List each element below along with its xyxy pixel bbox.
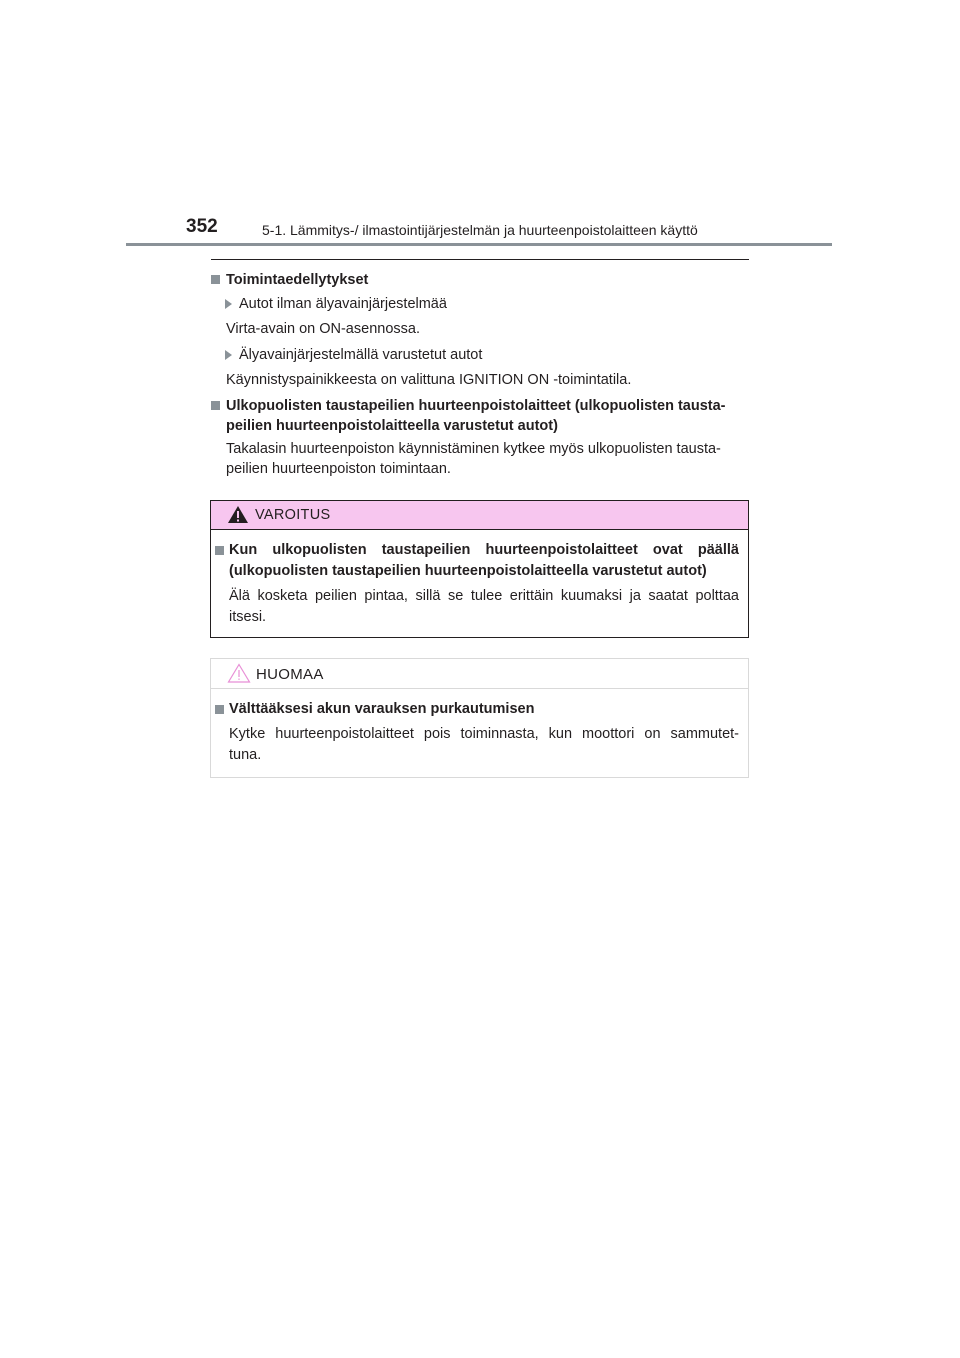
chapter-title: 5-1. Lämmitys-/ ilmastointijärjestelmän ja huurteenpoistolaitteen käyttö bbox=[262, 222, 698, 238]
warning-body bbox=[211, 530, 748, 628]
warning-box bbox=[210, 500, 749, 638]
paragraph: Käynnistyspainikkeesta on valittuna IGNITION ON -toimintatila. bbox=[226, 372, 632, 388]
notice-box bbox=[210, 658, 749, 778]
warning-header bbox=[211, 501, 748, 530]
section-heading-conditions: Toimintaedellytykset bbox=[211, 270, 749, 290]
notice-heading: Välttääksesi akun varauksen purkautumisen bbox=[215, 699, 739, 720]
section-heading-mirror-defoggers: Ulkopuolisten taustapeilien huurteenpoistolaitteet (ulkopuolisten tausta- peilien huurteenpoistolaitteella varustetut autot) bbox=[211, 396, 749, 436]
warning-title: VAROITUS bbox=[255, 507, 331, 523]
sub-item-without-smart-key: Autot ilman älyavainjärjestelmää bbox=[211, 294, 749, 314]
paragraph: Takalasin huurteenpoiston käynnistäminen kytkee myös ulkopuolisten tausta- peilien huurteenpoiston toimintaan. bbox=[226, 441, 721, 477]
sub-item-with-smart-key: Älyavainjärjestelmällä varustetut autot bbox=[211, 345, 749, 365]
notice-header bbox=[211, 659, 748, 689]
warning-heading: Kun ulkopuolisten taustapeilien huurteenpoistolaitteet ovat päällä (ulkopuolisten taustapeilien huurteenpoistolaitteella varustetut autot) bbox=[215, 540, 739, 582]
notice-text: Kytke huurteenpoistolaitteet pois toiminnasta, kun moottori on sammutet- tuna. bbox=[229, 726, 739, 763]
square-bullet-icon bbox=[211, 401, 220, 410]
square-bullet-icon bbox=[211, 275, 220, 284]
square-bullet-icon bbox=[215, 705, 224, 714]
notice-body bbox=[211, 689, 748, 766]
content-rule bbox=[211, 259, 749, 260]
triangle-bullet-icon bbox=[225, 350, 232, 360]
warning-triangle-icon bbox=[227, 505, 249, 524]
caution-outline-triangle-icon bbox=[227, 663, 251, 683]
header-rule bbox=[126, 243, 832, 246]
warning-text: Älä kosketa peilien pintaa, sillä se tulee erittäin kuumaksi ja saatat polttaa itsesi. bbox=[229, 588, 739, 625]
page-number: 352 bbox=[186, 216, 218, 237]
paragraph: Virta-avain on ON-asennossa. bbox=[226, 321, 420, 337]
main-content bbox=[211, 270, 749, 479]
square-bullet-icon bbox=[215, 546, 224, 555]
triangle-bullet-icon bbox=[225, 299, 232, 309]
notice-title: HUOMAA bbox=[256, 666, 324, 683]
